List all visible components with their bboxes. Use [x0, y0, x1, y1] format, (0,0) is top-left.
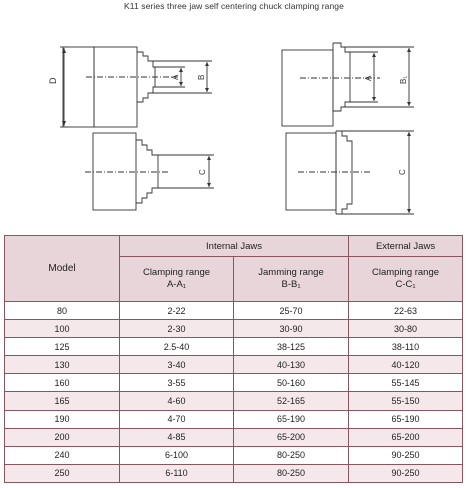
- cell-b: 50-160: [234, 374, 349, 392]
- cell-c: 65-190: [349, 410, 463, 428]
- cell-a: 4-85: [120, 428, 234, 446]
- table-row: [5, 338, 463, 356]
- label-b: B: [197, 74, 206, 80]
- cell-model: 165: [5, 392, 120, 410]
- label-a1: A: [364, 75, 373, 81]
- page-title: K11 series three jaw self centering chuck clamping range: [124, 1, 344, 11]
- cell-model: 190: [5, 410, 120, 428]
- cell-b: 30-90: [234, 320, 349, 338]
- cell-b: 25-70: [234, 302, 349, 320]
- cell-a: 2-22: [120, 302, 234, 320]
- header-model: Model: [5, 236, 120, 302]
- drawing-external-jaws-c: [286, 131, 414, 214]
- cell-a: 2-30: [120, 320, 234, 338]
- cell-b: 80-250: [234, 446, 349, 464]
- label-a: A: [171, 74, 180, 80]
- table-row: [5, 464, 463, 482]
- cell-model: 200: [5, 428, 120, 446]
- cell-c: 38-110: [349, 338, 463, 356]
- cell-model: 100: [5, 320, 120, 338]
- cell-c: 30-80: [349, 320, 463, 338]
- label-b1: B₁: [399, 75, 408, 84]
- table-row: [5, 374, 463, 392]
- drawing-external-jaws-ab: [282, 43, 414, 126]
- label-c: C: [198, 169, 207, 175]
- cell-b: 80-250: [234, 464, 349, 482]
- cell-c: 90-250: [349, 464, 463, 482]
- header-jamming-range-b: [234, 257, 349, 302]
- cell-c: 55-150: [349, 392, 463, 410]
- cell-c: 22-63: [349, 302, 463, 320]
- table-row: [5, 392, 463, 410]
- header-clamping-range-c: [349, 257, 463, 302]
- cell-model: 130: [5, 356, 120, 374]
- header-col-a-line2: A-A₁: [166, 279, 187, 290]
- header-col-a-line1: Clamping range: [142, 267, 211, 278]
- header-external-jaws: External Jaws: [349, 236, 463, 257]
- cell-b: 38-125: [234, 338, 349, 356]
- header-internal-jaws: Internal Jaws: [120, 236, 349, 257]
- cell-model: 160: [5, 374, 120, 392]
- header-col-b-line1: Jamming range: [258, 267, 324, 278]
- cell-a: 3-40: [120, 356, 234, 374]
- cell-c: 55-145: [349, 374, 463, 392]
- label-d: D: [48, 77, 58, 84]
- cell-a: 2.5-40: [120, 338, 234, 356]
- table-row: [5, 356, 463, 374]
- table-row: [5, 428, 463, 446]
- drawing-internal-jaws-c: [85, 133, 214, 210]
- cell-model: 240: [5, 446, 120, 464]
- clamping-range-table: [4, 235, 463, 483]
- cell-model: 125: [5, 338, 120, 356]
- cell-model: 250: [5, 464, 120, 482]
- header-col-c-line2: C-C₁: [395, 279, 416, 290]
- cell-a: 6-100: [120, 446, 234, 464]
- cell-b: 65-200: [234, 428, 349, 446]
- chuck-drawings: [0, 0, 468, 232]
- cell-a: 4-60: [120, 392, 234, 410]
- header-col-b-line2: B-B₁: [281, 279, 301, 290]
- table-row: [5, 302, 463, 320]
- cell-a: 6-110: [120, 464, 234, 482]
- table-row: [5, 320, 463, 338]
- cell-b: 65-190: [234, 410, 349, 428]
- label-c1: C: [398, 169, 407, 175]
- header-col-c-line1: Clamping range: [371, 267, 440, 278]
- table-row: [5, 446, 463, 464]
- cell-b: 40-130: [234, 356, 349, 374]
- cell-c: 90-250: [349, 446, 463, 464]
- cell-b: 52-165: [234, 392, 349, 410]
- table-row: [5, 410, 463, 428]
- cell-a: 4-70: [120, 410, 234, 428]
- cell-model: 80: [5, 302, 120, 320]
- cell-a: 3-55: [120, 374, 234, 392]
- cell-c: 40-120: [349, 356, 463, 374]
- drawing-internal-jaws-ab: [60, 47, 212, 127]
- header-clamping-range-a: [120, 257, 234, 302]
- cell-c: 65-200: [349, 428, 463, 446]
